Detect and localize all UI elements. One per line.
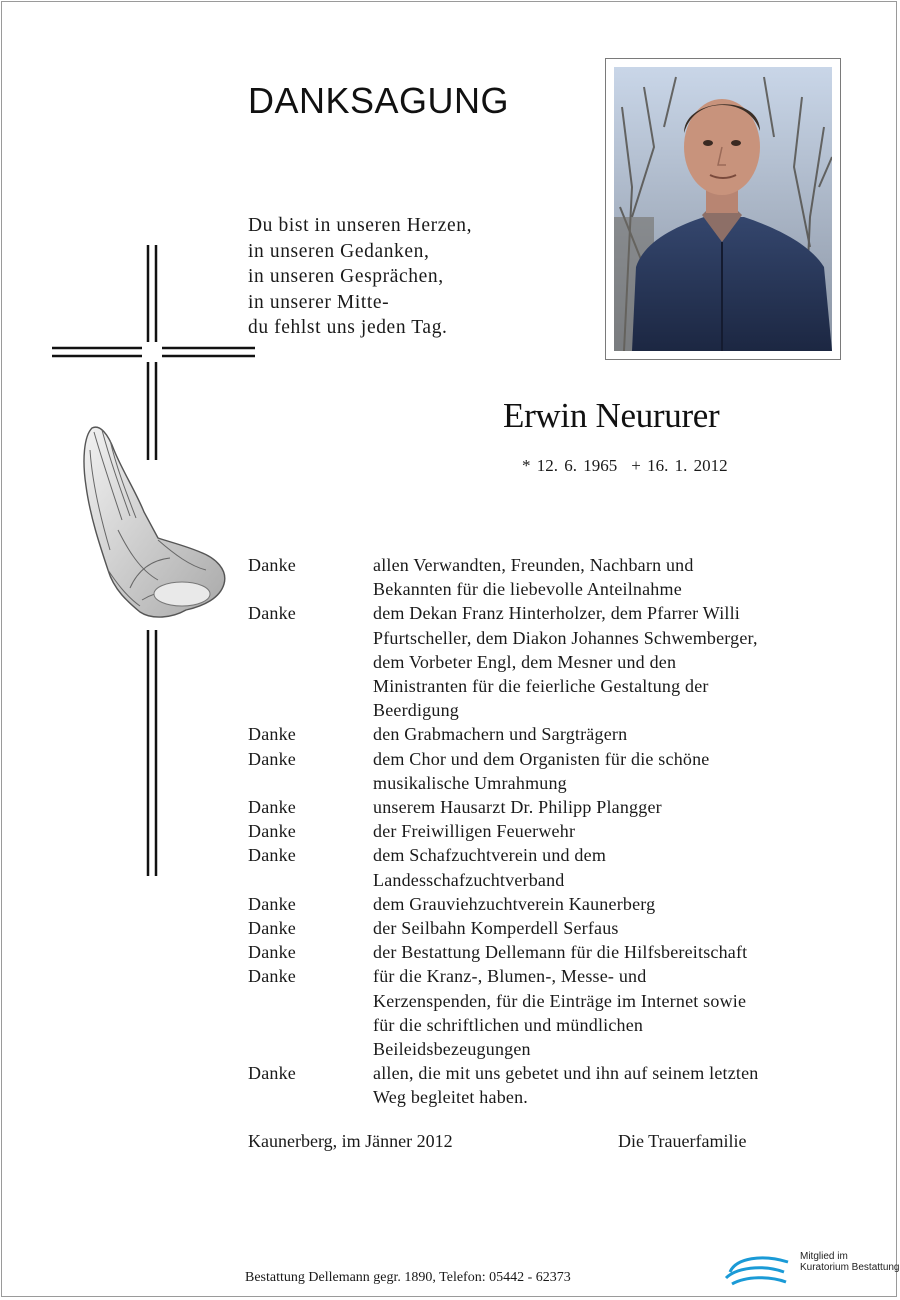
thanks-label: Danke (248, 821, 296, 842)
thanks-text (373, 964, 746, 1061)
thanks-text (373, 843, 606, 891)
poem-line: in unserer Mitte- (248, 291, 390, 313)
thanks-label: Danke (248, 893, 296, 914)
thanks-row (248, 819, 759, 843)
footer-funeral-home: Bestattung Dellemann gegr. 1890, Telefon: 05442 - 62373 (245, 1270, 571, 1285)
thanks-label: Danke (248, 603, 296, 624)
thanks-line: Beileidsbezeugungen (373, 1039, 531, 1060)
praying-hands-icon (78, 420, 233, 635)
thanks-label: Danke (248, 748, 296, 769)
thanks-line: allen Verwandten, Freunden, Nachbarn und (373, 555, 694, 575)
signature-family: Die Trauerfamilie (618, 1131, 747, 1151)
portrait-image (614, 67, 832, 351)
deceased-name: Erwin Neururer (503, 396, 720, 435)
thanks-list (248, 553, 759, 1110)
poem-line: in unseren Gesprächen, (248, 266, 444, 287)
death-date: + 16. 1. 2012 (631, 456, 728, 475)
thanks-line: dem Vorbeter Engl, dem Mesner und den (373, 651, 677, 672)
thanks-line: der Freiwilligen Feuerwehr (373, 821, 576, 842)
thanks-line: dem Grauviehzuchtverein Kaunerberg (373, 893, 656, 914)
thanks-line: dem Chor und dem Organisten für die schöne (373, 748, 710, 769)
thanks-row (248, 553, 759, 601)
thanks-line: der Seilbahn Komperdell Serfaus (373, 918, 619, 939)
thanks-row (248, 747, 759, 795)
thanks-label: Danke (248, 942, 296, 963)
thanks-line: Kerzenspenden, für die Einträge im Internet sowie (373, 990, 747, 1011)
thanks-label: Danke (248, 966, 296, 987)
thanks-line: dem Schafzuchtverein und dem (373, 845, 607, 866)
thanks-line: musikalische Umrahmung (373, 772, 567, 793)
thanks-text (373, 1061, 759, 1109)
thanks-line: Ministranten für die feierliche Gestaltung der (373, 676, 709, 697)
thanks-line: Bekannten für die liebevolle Anteilnahme (373, 579, 682, 600)
thanks-text (373, 747, 710, 795)
thanks-row (248, 601, 759, 722)
place-date: Kaunerberg, im Jänner 2012 (248, 1131, 453, 1151)
thanks-label: Danke (248, 1063, 296, 1084)
thanks-row (248, 916, 759, 940)
thanks-text (373, 892, 655, 916)
thanks-row (248, 892, 759, 916)
thanks-text (373, 819, 575, 843)
portrait-frame (605, 58, 841, 360)
thanks-text (373, 553, 694, 601)
thanks-label: Danke (248, 845, 296, 866)
thanks-label: Danke (248, 918, 296, 939)
birth-date: * 12. 6. 1965 (522, 456, 618, 475)
thanks-text (373, 722, 627, 746)
thanks-line: Beerdigung (373, 700, 459, 721)
thanks-row (248, 964, 759, 1061)
thanks-line: der Bestattung Dellemann für die Hilfsbereitschaft (373, 942, 748, 963)
thanks-text (373, 940, 747, 964)
thanks-line: Landesschafzuchtverband (373, 869, 565, 890)
thanks-line: dem Dekan Franz Hinterholzer, dem Pfarrer Willi (373, 603, 740, 624)
thanks-text (373, 795, 662, 819)
thanks-row (248, 722, 759, 746)
poem-line: du fehlst uns jeden Tag. (248, 317, 448, 338)
thanks-line: den Grabmachern und Sargträgern (373, 724, 628, 745)
logo-caption (800, 1251, 900, 1273)
thanks-row (248, 843, 759, 891)
thanks-label: Danke (248, 724, 296, 745)
thanks-line: Pfurtscheller, dem Diakon Johannes Schwemberger, (373, 627, 758, 648)
thanks-line: für die schriftlichen und mündlichen (373, 1014, 644, 1035)
thanks-line: allen, die mit uns gebetet und ihn auf seinem letzten (373, 1063, 759, 1084)
thanks-text (373, 916, 619, 940)
page-title: DANKSAGUNG (248, 80, 510, 121)
thanks-line: Weg begleitet haben. (373, 1087, 528, 1108)
thanks-line: für die Kranz-, Blumen-, Messe- und (373, 966, 647, 987)
thanks-label: Danke (248, 797, 296, 818)
thanks-label: Danke (248, 555, 296, 575)
poem-line: Du bist in unseren Herzen, (248, 215, 473, 236)
thanks-row (248, 940, 759, 964)
thanks-line: unserem Hausarzt Dr. Philipp Plangger (373, 797, 662, 818)
logo-line: Kuratorium Bestattung (800, 1262, 900, 1273)
thanks-text (373, 601, 758, 722)
thanks-row (248, 1061, 759, 1109)
logo-line: Mitglied im (800, 1251, 848, 1262)
thanks-row (248, 795, 759, 819)
life-dates (522, 456, 742, 476)
portrait-photo (614, 67, 832, 351)
poem-line: in unseren Gedanken, (248, 240, 430, 262)
